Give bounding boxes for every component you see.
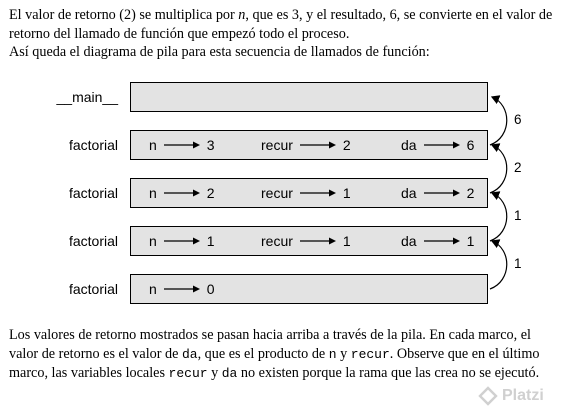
code-n: n (328, 346, 337, 362)
variable-value: 3 (206, 137, 215, 153)
variable-value: 2 (206, 185, 215, 201)
outro-text: y (207, 365, 222, 382)
return-arrow (490, 97, 507, 145)
return-arrow (490, 241, 507, 289)
frame-label: factorial (68, 137, 118, 153)
outro-text: . Observe que en el último marco, las variables locales (9, 345, 540, 382)
variable-value: 6 (466, 137, 475, 153)
return-value-label: 2 (514, 160, 522, 175)
variable-value: 1 (466, 233, 475, 249)
intro-text: El valor de retorno (2) se multiplica por (9, 7, 239, 23)
intro-text: , que es 3, y el resultado, 6, se convierte en el valor de retorno del llamado de función que empezó todo el proceso. (9, 7, 553, 42)
outro-text: y (336, 345, 351, 362)
variable-value: 0 (206, 281, 215, 297)
variable-name: n (149, 281, 157, 297)
outro-text: no existen porque la rama que las crea no se ejecutó. (237, 365, 540, 382)
outro-text: Los valores de retorno mostrados se pasan hacia arriba a través de la pila. En cada marco, el valor de retorno es el valor de (9, 327, 531, 362)
variable-value: 2 (466, 185, 475, 201)
variable-name: n (149, 137, 157, 153)
return-arrow (490, 193, 507, 241)
intro-var-n: n (238, 7, 246, 23)
return-value-label: 1 (514, 208, 522, 223)
frame-label: __main__ (56, 89, 118, 105)
code-recur: recur (350, 346, 390, 362)
code-da: da (221, 366, 238, 382)
platzi-logo-icon (478, 386, 498, 406)
frame-label: factorial (68, 233, 118, 249)
code-da: da (181, 346, 198, 362)
variable-name: da (401, 233, 417, 249)
intro-text: Así queda el diagrama de pila para esta secuencia de llamados de función: (9, 44, 430, 61)
variable-name: da (401, 185, 417, 201)
variable-name: da (401, 137, 417, 153)
code-recur: recur (168, 366, 208, 382)
outro-paragraph (9, 326, 561, 384)
variable-value: 1 (206, 233, 215, 249)
frame-label: factorial (68, 281, 118, 297)
variable-name: recur (261, 185, 293, 201)
variable-value: 1 (342, 233, 351, 249)
variable-name: n (149, 185, 157, 201)
return-value-label: 1 (514, 256, 522, 271)
frame-label: factorial (68, 185, 118, 201)
variable-value: 2 (342, 137, 351, 153)
variable-name: n (149, 233, 157, 249)
watermark-text: Platzi (502, 387, 544, 404)
platzi-watermark (478, 386, 544, 406)
variable-value: 1 (342, 185, 351, 201)
return-value-label: 6 (514, 112, 522, 127)
variable-name: recur (261, 233, 293, 249)
variable-name: recur (261, 137, 293, 153)
outro-text: , que es el producto de (197, 345, 329, 362)
return-arrow (490, 145, 507, 193)
